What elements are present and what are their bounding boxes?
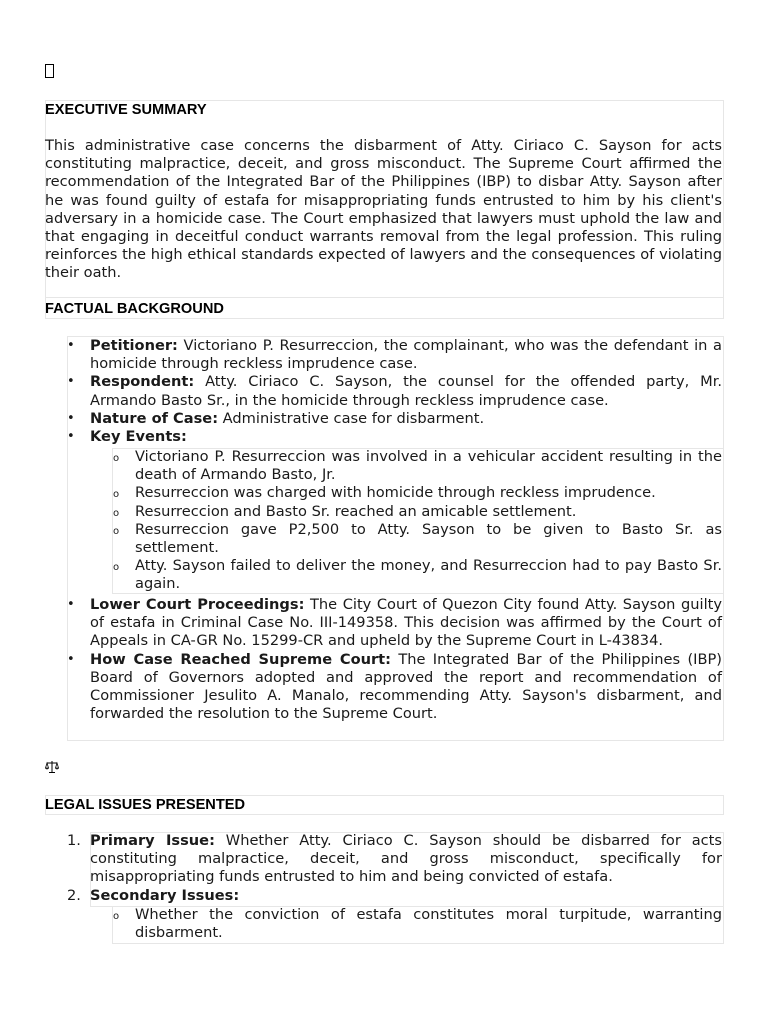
document-icon: [45, 64, 54, 78]
list-item: [67, 373, 722, 409]
list-item: [67, 832, 722, 887]
list-item: [113, 520, 722, 557]
factual-background-list: [67, 337, 722, 446]
executive-summary-text: This administrative case concerns the disbarment of Atty. Ciriaco C. Sayson for acts constituting malpractice, deceit, and gross misconduct. The Supreme Court affirmed the recommendation of the Integrated Bar of the Philippines (IBP) to disbar Atty. Sayson after he was found guilty of estafa for misappropriating funds entrusted to him by his client's adversary in a homicide case. The Court emphasized that lawyers must uphold the law and that engaging in deceitful conduct warrants removal from the legal profession. This ruling reinforces the high ethical standards expected of lawyers and the consequences of violating their oath.: [45, 137, 722, 282]
factual-background-heading: FACTUAL BACKGROUND: [45, 301, 224, 317]
circle-bullet-icon: o: [113, 507, 120, 519]
factual-background-list-continued: [67, 596, 722, 723]
item-text: Victoriano P. Resurreccion was involved in a vehicular accident resulting in the death of Armando Basto, Jr.: [135, 448, 722, 484]
item-label: Secondary Issues:: [90, 886, 240, 904]
item-text: Victoriano P. Resurreccion, the complainant, who was the defendant in a homicide through reckless imprudence case.: [90, 337, 722, 373]
bullet-icon: •: [67, 338, 75, 353]
item-number: 1.: [67, 832, 81, 849]
item-text: Administrative case for disbarment.: [218, 409, 485, 427]
item-text: Resurreccion gave P2,500 to Atty. Sayson to be given to Basto Sr. as settlement.: [135, 520, 722, 557]
item-text: Whether the conviction of estafa constitutes moral turpitude, warranting disbarment.: [135, 906, 722, 942]
item-label: How Case Reached Supreme Court:: [90, 650, 391, 668]
list-item: [67, 886, 722, 905]
list-item: [113, 502, 722, 521]
list-item: [67, 428, 722, 446]
item-label: Key Events:: [90, 428, 187, 446]
legal-issues-heading: LEGAL ISSUES PRESENTED: [45, 797, 246, 813]
item-text: Atty. Sayson failed to deliver the money, and Resurreccion had to pay Basto Sr. again.: [135, 557, 722, 593]
list-item: [67, 650, 722, 724]
scales-icon: [45, 760, 59, 774]
list-item: [113, 557, 722, 593]
item-label: Primary Issue:: [90, 832, 215, 849]
legal-issues-list: [67, 832, 722, 905]
executive-summary-heading: EXECUTIVE SUMMARY: [45, 102, 207, 118]
item-text: The City Court of Quezon City found Atty. Sayson guilty of estafa in Criminal Case No. III-149358. This decision was affirmed by the Court of Appeals in CA-GR No. 15299-CR and upheld by the Supreme Court in L-43834.: [90, 596, 722, 650]
list-item: [67, 337, 722, 373]
circle-bullet-icon: o: [113, 525, 120, 537]
circle-bullet-icon: o: [113, 453, 120, 464]
list-item: [113, 484, 722, 502]
list-item: [113, 906, 722, 942]
secondary-issues-list: [113, 906, 722, 942]
circle-bullet-icon: o: [113, 489, 120, 501]
item-label: Nature of Case:: [90, 409, 219, 427]
item-text: Whether Atty. Ciriaco C. Sayson should be disbarred for acts constituting malpractice, deceit, and gross misconduct, specifically for misappropriating funds entrusted to him and being convicted of estafa.: [90, 832, 722, 886]
circle-bullet-icon: o: [113, 562, 120, 574]
item-text: Resurreccion and Basto Sr. reached an amicable settlement.: [135, 502, 577, 520]
bullet-icon: •: [67, 651, 75, 667]
item-text: Resurreccion was charged with homicide through reckless imprudence.: [135, 484, 656, 502]
item-text: The Integrated Bar of the Philippines (IBP) Board of Governors adopted and approved the report and recommendation of Commissioner Jesulito A. Manalo, recommending Atty. Sayson's disbarment, and forwarded the resolution to the Supreme Court.: [90, 650, 722, 723]
bullet-icon: •: [67, 429, 75, 445]
key-events-list: [113, 448, 722, 594]
list-item: [67, 409, 722, 428]
circle-bullet-icon: o: [113, 911, 120, 922]
item-number: 2.: [67, 886, 81, 904]
bullet-icon: •: [67, 597, 75, 612]
item-label: Lower Court Proceedings:: [90, 596, 305, 613]
item-label: Petitioner:: [90, 337, 178, 354]
item-text: Atty. Ciriaco C. Sayson, the counsel for the offended party, Mr. Armando Basto Sr., in the homicide through reckless imprudence case.: [90, 373, 722, 409]
bullet-icon: •: [67, 374, 75, 390]
item-label: Respondent:: [90, 373, 195, 391]
list-item: [113, 448, 722, 484]
list-item: [67, 596, 722, 651]
bullet-icon: •: [67, 410, 75, 426]
